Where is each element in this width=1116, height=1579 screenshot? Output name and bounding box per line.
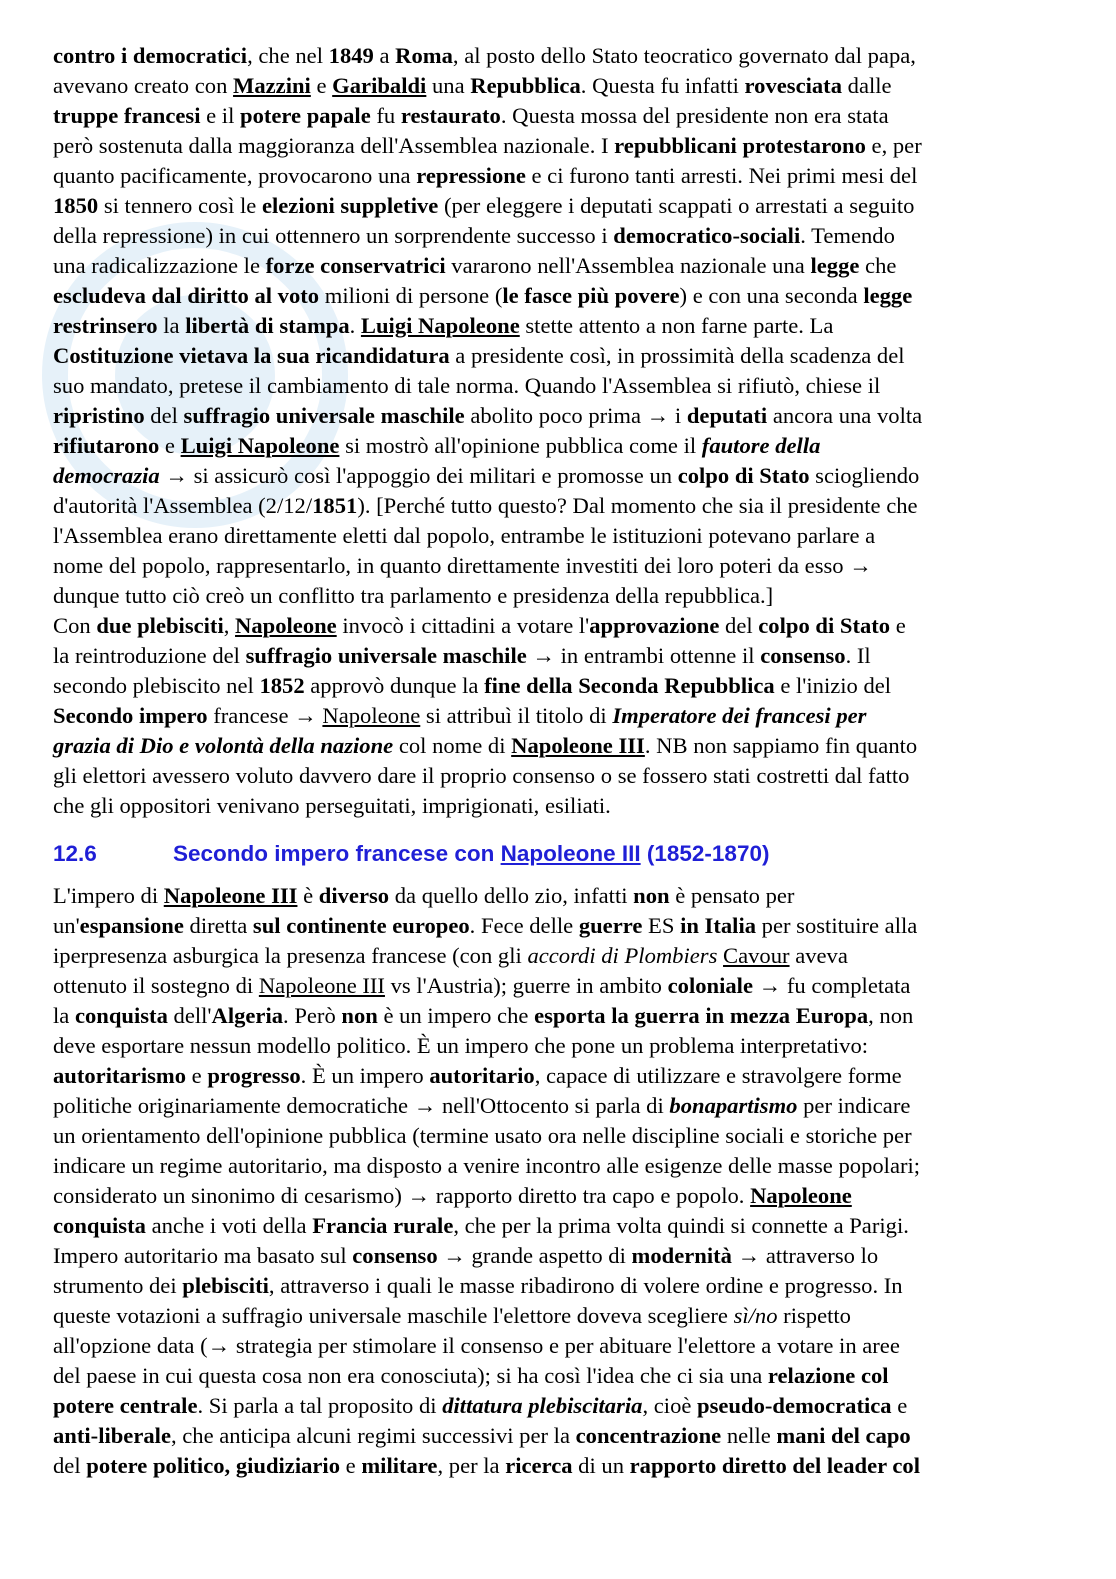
text-run: un' — [53, 913, 80, 938]
text-run: (1852-1870) — [640, 841, 770, 866]
text-line — [53, 1151, 1061, 1181]
bold-term: approvazione — [589, 613, 720, 638]
text-run: ancora una volta — [767, 403, 923, 428]
text-line — [53, 761, 1061, 791]
underlined-term: Napoleone III — [511, 733, 645, 758]
underlined-term: Garibaldi — [332, 73, 427, 98]
underlined-term: Cavour — [723, 943, 790, 968]
text-run: invocò i cittadini a votare l' — [336, 613, 590, 638]
bold-term: rapporto diretto del leader col — [629, 1453, 920, 1478]
text-run: nelle — [721, 1423, 777, 1448]
text-run: d'autorità l'Assemblea (2/12/ — [53, 493, 313, 518]
bold-term: potere papale — [240, 103, 371, 128]
text-run: e — [890, 613, 906, 638]
text-run: . Si parla a tal proposito di — [197, 1393, 443, 1418]
bold-term: consenso — [352, 1243, 438, 1268]
text-line — [53, 551, 1061, 581]
text-run: dell' — [167, 1003, 212, 1028]
text-run: , che nel — [247, 43, 329, 68]
bold-term: Costituzione vietava la sua ricandidatura — [53, 343, 450, 368]
text-run: la reintroduzione del — [53, 643, 246, 668]
bold-term: diverso — [318, 883, 390, 908]
underlined-term: Napoleone — [235, 613, 337, 638]
text-run: l'Assemblea erano direttamente eletti dal popolo, entrambe le istituzioni potevano parlare a — [53, 523, 876, 548]
bold-term: 1852 — [259, 673, 305, 698]
bold-term: non — [341, 1003, 378, 1028]
text-line — [53, 191, 1061, 221]
bold-term: rifiutarono — [53, 433, 160, 458]
text-line — [53, 1091, 1061, 1121]
text-line — [53, 371, 1061, 401]
text-line — [53, 791, 1061, 821]
paragraph-1 — [53, 41, 1061, 821]
section-title — [173, 839, 769, 869]
underlined-term: Luigi Napoleone — [180, 433, 340, 458]
text-run: → fu completata — [752, 973, 911, 998]
text-line — [53, 161, 1061, 191]
text-run: aveva — [789, 943, 848, 968]
bold-term: restrinsero — [53, 313, 158, 338]
bold-term: non — [633, 883, 670, 908]
bold-term: 1849 — [328, 43, 374, 68]
bold-term: mani del capo — [776, 1423, 911, 1448]
text-line — [53, 911, 1061, 941]
bold-term: bonapartismo — [669, 1093, 798, 1118]
text-line — [53, 1421, 1061, 1451]
text-line — [53, 1181, 1061, 1211]
bold-term: 1850 — [53, 193, 99, 218]
bold-term: coloniale — [667, 973, 753, 998]
text-run: , non — [868, 1003, 914, 1028]
bold-term: modernità — [631, 1243, 732, 1268]
bold-term: 1851 — [312, 493, 358, 518]
text-run: e — [310, 73, 333, 98]
text-line — [53, 1391, 1061, 1421]
bold-term: democratico-sociali — [613, 223, 801, 248]
underlined-term: Mazzini — [233, 73, 311, 98]
text-run: . — [349, 313, 361, 338]
text-run: → attraverso lo — [731, 1243, 879, 1268]
text-run: e — [891, 1393, 908, 1418]
text-line — [53, 1331, 1061, 1361]
text-line — [53, 1271, 1061, 1301]
text-run: secondo plebiscito nel — [53, 673, 260, 698]
bold-term: colpo di Stato — [677, 463, 810, 488]
bold-term: deputati — [686, 403, 768, 428]
text-line — [53, 1061, 1061, 1091]
text-line — [53, 431, 1061, 461]
bold-term: forze conservatrici — [265, 253, 446, 278]
text-line — [53, 881, 1061, 911]
text-line — [53, 101, 1061, 131]
bold-term: progresso — [207, 1063, 301, 1088]
bold-term: Roma — [395, 43, 453, 68]
bold-term: legge — [863, 283, 913, 308]
text-run: e — [159, 433, 181, 458]
text-run: , — [223, 613, 236, 638]
text-run: queste votazioni a suffragio universale maschile l'elettore doveva scegliere — [53, 1303, 734, 1328]
text-run: a presidente così, in prossimità della scadenza del — [449, 343, 905, 368]
text-run: considerato un sinonimo di cesarismo) → rapporto diretto tra capo e popolo. — [53, 1183, 751, 1208]
text-line — [53, 281, 1061, 311]
bold-term: sul continente europeo — [252, 913, 470, 938]
text-line — [53, 1301, 1061, 1331]
text-run: e — [186, 1063, 208, 1088]
text-run: (per eleggere i deputati scappati o arrestati a seguito — [438, 193, 915, 218]
text-run: del — [719, 613, 759, 638]
text-run: del paese in cui questa cosa non era conosciuta); si ha così l'idea che ci sia una — [53, 1363, 768, 1388]
bold-term: contro i democratici — [53, 43, 248, 68]
text-line — [53, 1031, 1061, 1061]
bold-term: pseudo-democratica — [697, 1393, 892, 1418]
text-run: dalle — [842, 73, 892, 98]
bold-term: suffragio universale maschile — [183, 403, 465, 428]
text-run: una radicalizzazione le — [53, 253, 266, 278]
bold-term: suffragio universale maschile — [245, 643, 527, 668]
bold-term: democrazia — [53, 463, 160, 488]
text-run: della repressione) in cui ottennero un sorprendente successo i — [53, 223, 614, 248]
text-run: anche i voti della — [145, 1213, 313, 1238]
bold-term: esporta la guerra in mezza Europa — [534, 1003, 869, 1028]
text-run: del — [144, 403, 184, 428]
text-line — [53, 131, 1061, 161]
text-run: per indicare — [797, 1093, 911, 1118]
text-line — [53, 491, 1061, 521]
bold-term: guerre — [578, 913, 643, 938]
bold-term: anti-liberale — [53, 1423, 171, 1448]
text-run: diretta — [183, 913, 253, 938]
section-heading — [53, 839, 1061, 869]
text-run: Con — [53, 613, 97, 638]
text-run: e il — [200, 103, 240, 128]
text-line — [53, 1001, 1061, 1031]
text-run: si attribuì il titolo di — [420, 703, 613, 728]
underlined-term: Napoleone III — [163, 883, 298, 908]
text-run: . Temendo — [800, 223, 895, 248]
text-run: per sostituire alla — [756, 913, 918, 938]
bold-term: relazione col — [767, 1363, 889, 1388]
text-run: approvò dunque la — [304, 673, 485, 698]
bold-term: repubblicani protestarono — [614, 133, 866, 158]
bold-term: escludeva dal diritto al voto — [53, 283, 320, 308]
text-run: la — [53, 1003, 75, 1028]
text-run: , al posto dello Stato teocratico governato dal papa, — [452, 43, 916, 68]
bold-term: consenso — [760, 643, 846, 668]
text-line — [53, 701, 1061, 731]
bold-term: Imperatore dei francesi per — [612, 703, 867, 728]
bold-term: grazia di Dio e volontà della nazione — [53, 733, 394, 758]
text-run: . Il — [845, 643, 871, 668]
text-run: Secondo impero francese con — [173, 841, 501, 866]
text-run: un orientamento dell'opinione pubblica (termine usato ora nelle discipline sociali e storiche per — [53, 1123, 912, 1148]
text-line — [53, 971, 1061, 1001]
text-line — [53, 641, 1061, 671]
bold-term: conquista — [53, 1213, 146, 1238]
bold-term: truppe francesi — [53, 103, 201, 128]
bold-term: rovesciata — [744, 73, 842, 98]
bold-term: concentrazione — [575, 1423, 722, 1448]
text-run: ). [Perché tutto questo? Dal momento che sia il presidente che — [357, 493, 918, 518]
text-run: all'opzione data (→ strategia per stimolare il consenso e per abituare l'elettore a votare in aree — [53, 1333, 900, 1358]
text-run: però sostenuta dalla maggioranza dell'Assemblea nazionale. I — [53, 133, 615, 158]
underlined-term: Napoleone — [322, 703, 421, 728]
section-number: 12.6 — [53, 841, 97, 866]
text-line — [53, 731, 1061, 761]
bold-term: ricerca — [505, 1453, 573, 1478]
bold-term: repressione — [416, 163, 526, 188]
text-line — [53, 671, 1061, 701]
bold-term: colpo di Stato — [758, 613, 891, 638]
underlined-term: Napoleone III — [500, 841, 641, 866]
bold-term: Repubblica — [470, 73, 581, 98]
text-run: che — [859, 253, 897, 278]
text-run: a — [373, 43, 396, 68]
text-run: e l'inizio del — [774, 673, 892, 698]
text-run: si tennero così le — [98, 193, 262, 218]
bold-term: fautore della — [701, 433, 821, 458]
text-run: e — [340, 1453, 362, 1478]
text-run: , che anticipa alcuni regimi successivi per la — [170, 1423, 576, 1448]
text-run: politiche originariamente democratiche → nell'Ottocento si parla di — [53, 1093, 670, 1118]
text-run: sciogliendo — [809, 463, 920, 488]
text-run: , per la — [437, 1453, 506, 1478]
text-run: che gli oppositori venivano perseguitati, imprigionati, esiliati. — [53, 793, 611, 818]
text-line — [53, 581, 1061, 611]
text-run: . Però — [283, 1003, 342, 1028]
text-run: di un — [572, 1453, 630, 1478]
text-run: del — [53, 1453, 87, 1478]
text-line — [53, 311, 1061, 341]
text-run: . Questa fu infatti — [580, 73, 745, 98]
bold-term: autoritarismo — [53, 1063, 187, 1088]
text-run: . È un impero — [300, 1063, 430, 1088]
underlined-term: Luigi Napoleone — [360, 313, 520, 338]
text-run: col nome di — [393, 733, 512, 758]
text-run: è pensato per — [669, 883, 795, 908]
underlined-term: Napoleone III — [258, 973, 385, 998]
bold-term: conquista — [74, 1003, 168, 1028]
text-run: nome del popolo, rappresentarlo, in quanto direttamente investiti dei loro poteri da esso → — [53, 553, 872, 578]
text-line — [53, 341, 1061, 371]
text-run: L'impero di — [53, 883, 164, 908]
text-run: una — [426, 73, 471, 98]
bold-term: legge — [810, 253, 860, 278]
text-run: . Fece delle — [469, 913, 579, 938]
text-run: strumento dei — [53, 1273, 183, 1298]
text-run: iperpresenza asburgica la presenza francese (con gli — [53, 943, 528, 968]
text-line — [53, 1241, 1061, 1271]
bold-term: elezioni suppletive — [261, 193, 439, 218]
text-run: stette attento a non farne parte. La — [519, 313, 834, 338]
text-run: gli elettori avessero voluto davvero dare il proprio consenso o se fossero stati costretti dal fatto — [53, 763, 910, 788]
text-run: e, per — [865, 133, 922, 158]
bold-term: plebisciti — [182, 1273, 269, 1298]
text-run: . Questa mossa del presidente non era stata — [500, 103, 889, 128]
text-run: indicare un regime autoritario, ma disposto a venire incontro alle esigenze delle masse popolari; — [53, 1153, 921, 1178]
bold-term: due plebisciti — [96, 613, 224, 638]
text-run: , che per la prima volta quindi si connette a Parigi. — [453, 1213, 909, 1238]
text-run: è — [297, 883, 319, 908]
text-run: . NB non sappiamo fin quanto — [644, 733, 918, 758]
bold-term: le fasce più povere — [502, 283, 680, 308]
text-run: ) e con una seconda — [679, 283, 864, 308]
text-run: abolito poco prima → i — [464, 403, 687, 428]
text-run: ottenuto il sostegno di — [53, 973, 259, 998]
text-run: quanto pacificamente, provocarono una — [53, 163, 417, 188]
text-run: → grande aspetto di — [437, 1243, 632, 1268]
paragraph-2 — [53, 881, 1061, 1481]
text-run: accordi di Plombiers — [527, 943, 718, 968]
bold-term: restaurato — [400, 103, 501, 128]
bold-term: Algeria — [211, 1003, 284, 1028]
text-run: dunque tutto ciò creò un conflitto tra parlamento e presidenza della repubblica.] — [53, 583, 774, 608]
text-run: sì/no — [733, 1303, 778, 1328]
bold-term: autoritario — [429, 1063, 535, 1088]
text-line — [53, 41, 1061, 71]
bold-term: potere politico, giudiziario — [86, 1453, 341, 1478]
bold-term: militare — [361, 1453, 438, 1478]
text-line — [53, 1211, 1061, 1241]
text-run: suo mandato, pretese il cambiamento di tale norma. Quando l'Assemblea si rifiutò, chiese il — [53, 373, 881, 398]
text-run: la — [157, 313, 186, 338]
bold-term: espansione — [79, 913, 184, 938]
bold-term: ripristino — [53, 403, 145, 428]
text-run: , attraverso i quali le masse ribadirono di volere ordine e progresso. In — [268, 1273, 903, 1298]
text-run: , capace di utilizzare e stravolgere forme — [534, 1063, 902, 1088]
text-run: e ci furono tanti arresti. Nei primi mesi del — [525, 163, 918, 188]
text-line — [53, 1451, 1061, 1481]
text-line — [53, 221, 1061, 251]
text-run: avevano creato con — [53, 73, 234, 98]
text-line — [53, 941, 1061, 971]
text-run: da quello dello zio, infatti — [389, 883, 634, 908]
text-line — [53, 401, 1061, 431]
bold-term: potere centrale — [53, 1393, 198, 1418]
text-line — [53, 1361, 1061, 1391]
underlined-term: Napoleone — [750, 1183, 852, 1208]
text-run: è un impero che — [377, 1003, 535, 1028]
text-line — [53, 611, 1061, 641]
text-line — [53, 71, 1061, 101]
text-run: ES — [642, 913, 681, 938]
text-line — [53, 1121, 1061, 1151]
text-line — [53, 251, 1061, 281]
text-run: milioni di persone ( — [319, 283, 503, 308]
text-run: → in entrambi ottenne il — [526, 643, 761, 668]
text-run: si mostrò all'opinione pubblica come il — [339, 433, 702, 458]
text-run: , cioè — [642, 1393, 698, 1418]
document-page — [53, 41, 1061, 1481]
text-run: → si assicurò così l'appoggio dei militari e promosse un — [159, 463, 678, 488]
bold-term: fine della Seconda Repubblica — [484, 673, 775, 698]
text-run: vararono nell'Assemblea nazionale una — [445, 253, 811, 278]
bold-term: Francia rurale — [312, 1213, 454, 1238]
text-run: francese → — [207, 703, 323, 728]
text-run: deve esportare nessun modello politico. È un impero che pone un problema interpretativo: — [53, 1033, 869, 1058]
text-run: fu — [370, 103, 401, 128]
bold-term: dittatura plebiscitaria — [442, 1393, 643, 1418]
bold-term: Secondo impero — [53, 703, 208, 728]
bold-term: libertà di stampa — [185, 313, 350, 338]
text-run: rispetto — [777, 1303, 851, 1328]
text-run: Impero autoritario ma basato sul — [53, 1243, 353, 1268]
bold-term: in Italia — [680, 913, 757, 938]
text-run: vs l'Austria); guerre in ambito — [384, 973, 668, 998]
text-line — [53, 521, 1061, 551]
text-line — [53, 461, 1061, 491]
